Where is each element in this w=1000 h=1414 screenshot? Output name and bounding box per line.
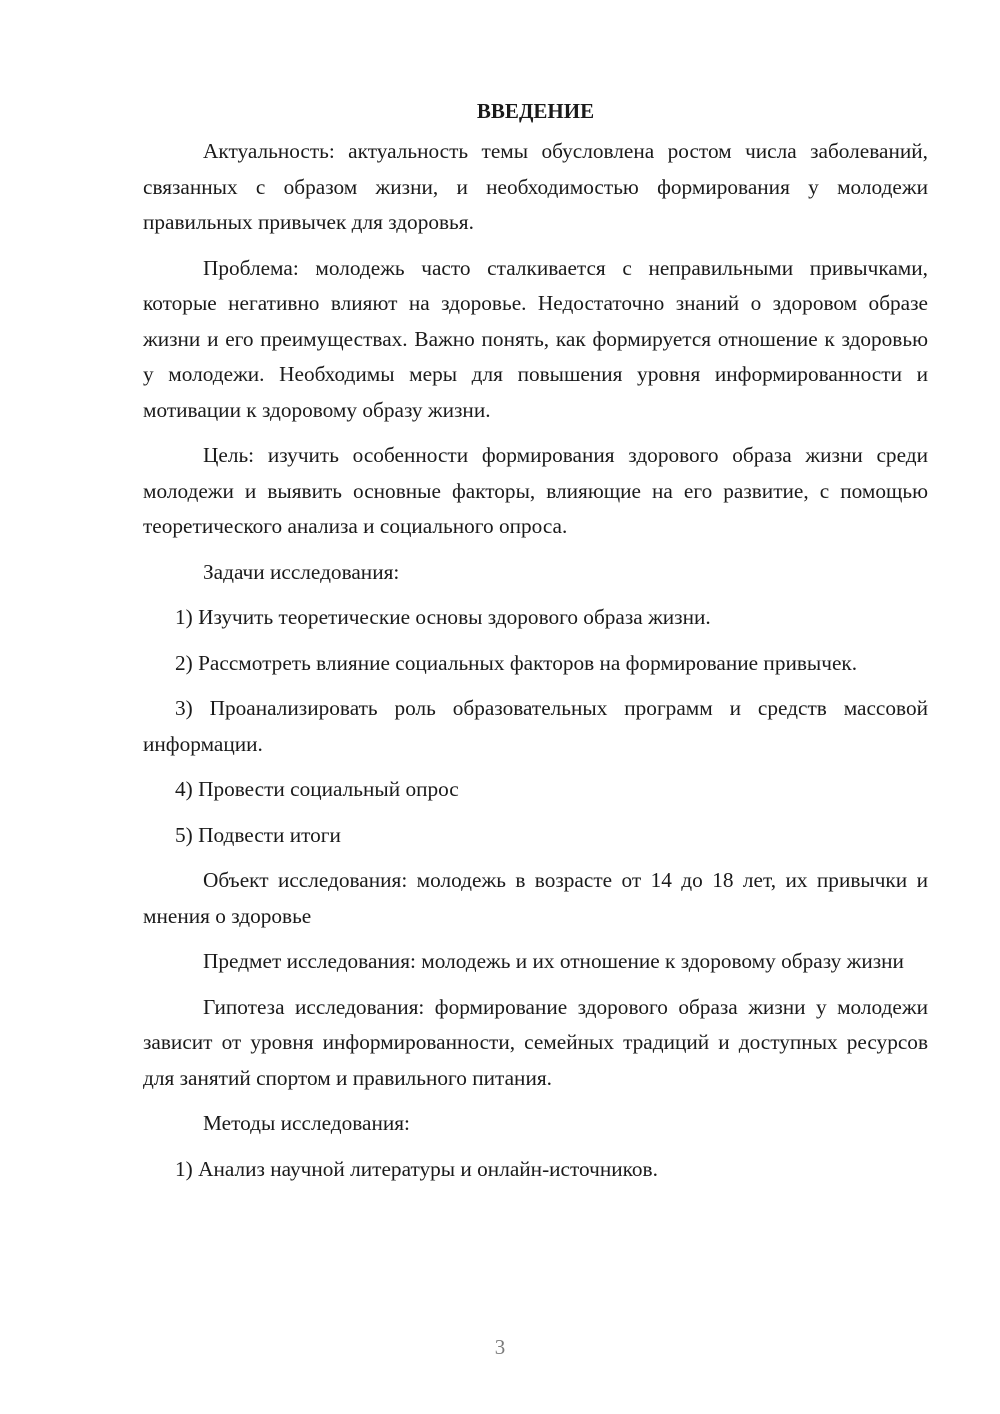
task-item-3: 3) Проанализировать роль образовательных программ и средств массовой информации.	[143, 696, 928, 756]
method-item-1: 1) Анализ научной литературы и онлайн-источников.	[175, 1156, 658, 1181]
paragraph-problem: Проблема: молодежь часто сталкивается с неправильными привычками, которые негативно влияют на здоровье. Недостаточно знаний о здоровом образе жизни и его преимуществах. Важно понять, как формируется отношение к здоровью у молодежи. Необходимы меры для повышения уровня информированности и мотивации к здоровому образу жизни.	[143, 255, 928, 422]
task-item-5: 5) Подвести итоги	[175, 822, 341, 847]
paragraph-tasks-heading: Задачи исследования:	[203, 559, 400, 584]
paragraph-relevance: Актуальность: актуальность темы обусловлена ростом числа заболеваний, связанных с образом жизни, и необходимостью формирования у молодежи правильных привычек для здоровья.	[143, 139, 928, 234]
paragraph-goal: Цель: изучить особенности формирования здорового образа жизни среди молодежи и выявить основные факторы, влияющие на его развитие, с помощью теоретического анализа и социального опроса.	[143, 443, 928, 538]
task-item-4: 4) Провести социальный опрос	[175, 777, 459, 801]
task-item-1: 1) Изучить теоретические основы здорового образа жизни.	[175, 605, 711, 629]
paragraph-subject: Предмет исследования: молодежь и их отношение к здоровому образу жизни	[203, 949, 904, 973]
page-title: ВВЕДЕНИЕ	[476, 99, 595, 123]
task-item-2: 2) Рассмотреть влияние социальных факторов на формирование привычек.	[175, 650, 858, 675]
paragraph-hypothesis: Гипотеза исследования: формирование здорового образа жизни у молодежи зависит от уровня информированности, семейных традиций и доступных ресурсов для занятий спортом и правильного питания.	[143, 994, 928, 1090]
page-number: 3	[494, 1335, 506, 1359]
paragraph-methods-heading: Методы исследования:	[203, 1111, 410, 1135]
document-page	[143, 96, 928, 1197]
paragraph-object: Объект исследования: молодежь в возрасте от 14 до 18 лет, их привычки и мнения о здоровье	[143, 868, 928, 928]
